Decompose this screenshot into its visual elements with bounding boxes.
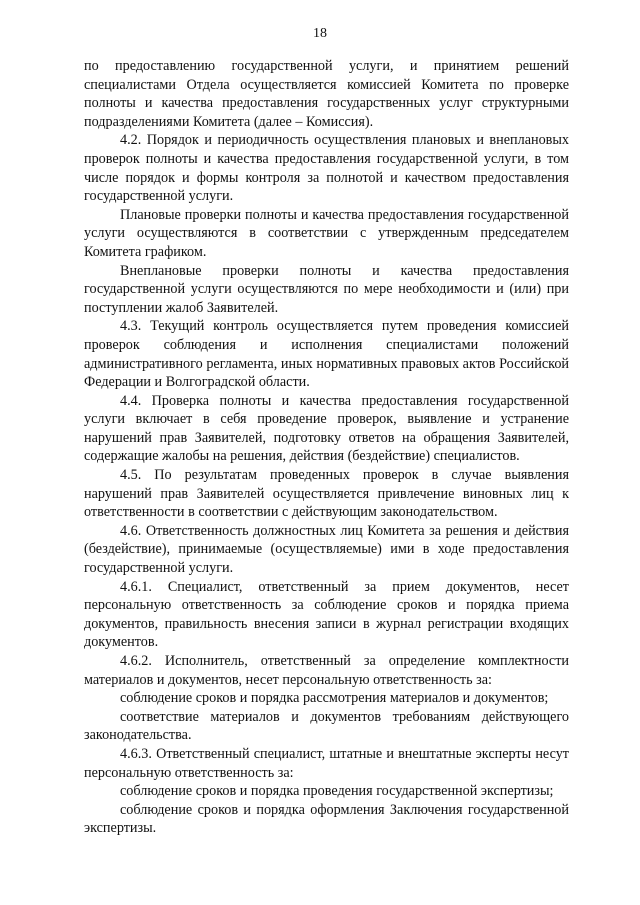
- paragraph-4-4: 4.4. Проверка полноты и качества предоставления государственной услуги включает в себя проведение проверок, выявление и устранение нарушений прав Заявителей, подготовку ответов на обращения Заявителей, содержащие жалобы на решения, действия (бездействие) специалистов.: [84, 392, 569, 465]
- document-body: [84, 57, 569, 838]
- page-number: 18: [313, 26, 327, 41]
- paragraph-4-3: 4.3. Текущий контроль осуществляется путем проведения комиссией проверок соблюдения и исполнения специалистами положений административного регламента, иных нормативных правовых актов Российской Федерации и Волгоградской области.: [84, 318, 569, 391]
- paragraph-4-6-2: 4.6.2. Исполнитель, ответственный за определение комплектности материалов и документов, несет персональную ответственность за:: [84, 653, 569, 688]
- paragraph-4-2: 4.2. Порядок и периодичность осуществления плановых и внеплановых проверок полноты и качества предоставления государственной услуги, в том числе порядок и формы контроля за полнотой и качеством предоставления государственной услуги.: [84, 132, 569, 205]
- list-item-deadlines-expertise: соблюдение сроков и порядка проведения государственной экспертизы;: [120, 783, 554, 800]
- paragraph-planned-checks: Плановые проверки полноты и качества предоставления государственной услуги осуществляются в соответствии с утвержденным председателем Комитета графиком.: [84, 206, 569, 260]
- paragraph-unplanned-checks: Внеплановые проверки полноты и качества предоставления государственной услуги осуществляются по мере необходимости и (или) при поступлении жалоб Заявителей.: [84, 262, 569, 316]
- paragraph-continuation: по предоставлению государственной услуги, и принятием решений специалистами Отдела осуществляется комиссией Комитета по проверке полноты и качества предоставления государственных услуг структурными подразделениями Комитета (далее – Комиссия).: [84, 58, 569, 130]
- list-item-deadlines-review: соблюдение сроков и порядка рассмотрения материалов и документов;: [120, 690, 549, 707]
- paragraph-4-6: 4.6. Ответственность должностных лиц Комитета за решения и действия (бездействие), принимаемые (осуществляемые) ими в ходе предоставления государственной услуги.: [84, 522, 569, 577]
- paragraph-4-6-3: 4.6.3. Ответственный специалист, штатные и внештатные эксперты несут персональную ответственность за:: [84, 745, 569, 781]
- list-item-compliance: соответствие материалов и документов требованиям действующего законодательства.: [84, 708, 569, 744]
- paragraph-4-5: 4.5. По результатам проведенных проверок в случае выявления нарушений прав Заявителей осуществляется привлечение виновных лиц к ответственности в соответствии с действующим законодательством.: [84, 467, 569, 521]
- paragraph-4-6-1: 4.6.1. Специалист, ответственный за прием документов, несет персональную ответственность за соблюдение сроков и порядка приема документов, правильность внесения записи в журнал регистрации входящих документов.: [84, 578, 569, 651]
- list-item-conclusion: соблюдение сроков и порядка оформления Заключения государственной экспертизы.: [84, 801, 569, 837]
